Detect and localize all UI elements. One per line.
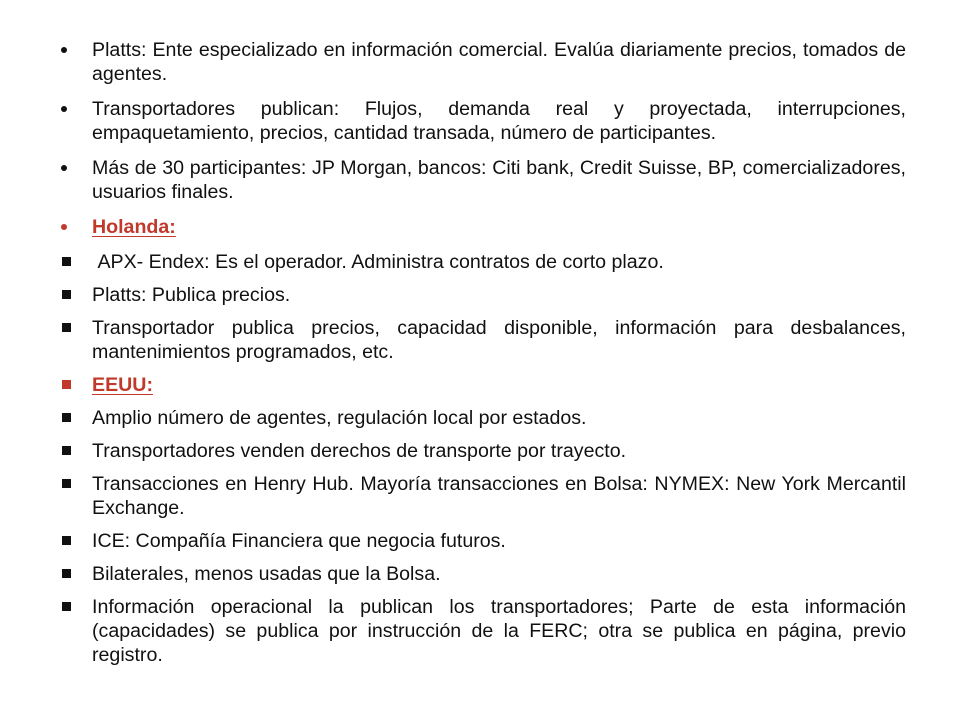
round-bullet-icon (60, 97, 80, 121)
square-bullet-icon (60, 472, 80, 496)
list-item-text: Transportadores publican: Flujos, demanda real y proyectada, interrupciones, empaquetamiento, precios, cantidad transada, número de participantes. (92, 98, 906, 144)
list-item-text: APX- Endex: Es el operador. Administra contratos de corto plazo. (92, 251, 664, 273)
list-item (60, 439, 906, 463)
round-bullet-icon (60, 215, 80, 239)
list-item (60, 97, 906, 145)
list-item-text: ICE: Compañía Financiera que negocia futuros. (92, 530, 506, 552)
square-bullet-icon (60, 316, 80, 340)
section-heading-text: EEUU: (92, 374, 153, 396)
list-item (60, 595, 906, 667)
list-item (60, 562, 906, 586)
list-item-text: Bilaterales, menos usadas que la Bolsa. (92, 563, 441, 585)
section-heading-eeuu (60, 373, 906, 397)
list-item-text: Platts: Publica precios. (92, 284, 291, 306)
square-bullet-icon (60, 373, 80, 397)
section-heading-holanda (60, 215, 906, 239)
list-item (60, 283, 906, 307)
list-item-text: Platts: Ente especializado en información comercial. Evalúa diariamente precios, tomados de agentes. (92, 39, 906, 85)
square-bullet-icon (60, 250, 80, 274)
round-bullet-icon (60, 38, 80, 62)
square-bullet-icon (60, 406, 80, 430)
square-bullet-icon (60, 529, 80, 553)
square-bullet-icon (60, 439, 80, 463)
list-item-text: Amplio número de agentes, regulación local por estados. (92, 407, 587, 429)
square-bullet-icon (60, 562, 80, 586)
list-item (60, 38, 906, 86)
square-bullet-icon (60, 595, 80, 619)
round-bullet-icon (60, 156, 80, 180)
list-item-text: Transportadores venden derechos de transporte por trayecto. (92, 440, 627, 462)
list-item (60, 472, 906, 520)
square-bullet-icon (60, 283, 80, 307)
list-item (60, 529, 906, 553)
list-item (60, 250, 906, 274)
list-item (60, 156, 906, 204)
bullet-list (60, 38, 906, 676)
list-item-text: Transportador publica precios, capacidad disponible, información para desbalances, mantenimientos programados, etc. (92, 317, 906, 363)
section-heading-text: Holanda: (92, 216, 176, 238)
list-item-text: Transacciones en Henry Hub. Mayoría transacciones en Bolsa: NYMEX: New York Mercantil Exchange. (92, 473, 906, 519)
list-item (60, 316, 906, 364)
list-item (60, 406, 906, 430)
list-item-text: Más de 30 participantes: JP Morgan, bancos: Citi bank, Credit Suisse, BP, comercializadores, usuarios finales. (92, 157, 906, 203)
list-item-text: Información operacional la publican los transportadores; Parte de esta información (capacidades) se publica por instrucción de la FERC; otra se publica en página, previo registro. (92, 596, 906, 666)
